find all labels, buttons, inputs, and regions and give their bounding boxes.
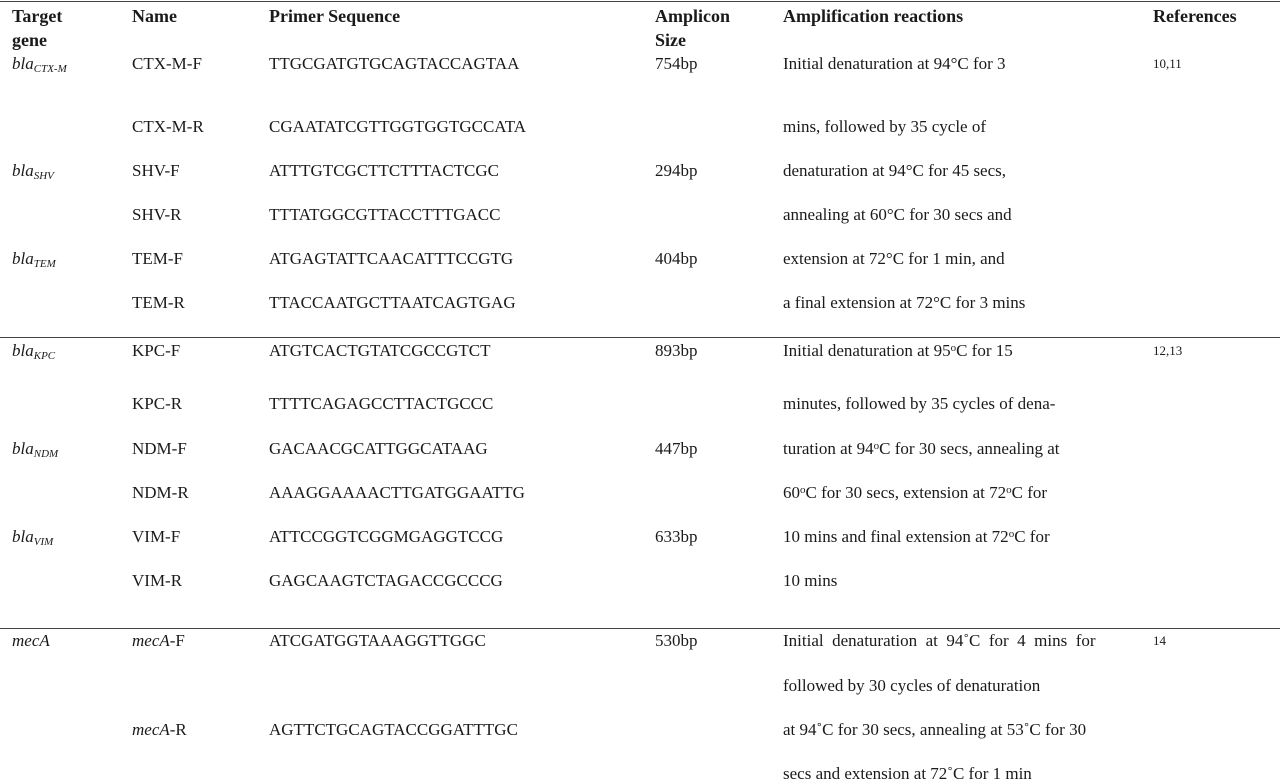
primer-name: NDM-F xyxy=(132,439,187,458)
reaction-line: 10 mins and final extension at 72$^o$C for xyxy=(783,527,1050,546)
gene-cell: bla$_{CTX-M}$ xyxy=(12,54,67,75)
primer-name: NDM-R xyxy=(132,483,189,502)
gene-cell: bla$_{VIM}$ xyxy=(12,527,54,548)
primer-sequence: TTTATGGCGTTACCTTTGACC xyxy=(269,205,501,224)
reaction-line: secs and extension at 72˚C for 1 min xyxy=(783,764,1032,783)
header-name: Name xyxy=(132,6,177,26)
reaction-line: 10 mins xyxy=(783,571,838,590)
gene-cell: bla$_{KPC}$ xyxy=(12,341,56,362)
primer-sequence: AAAGGAAAACTTGATGGAATTG xyxy=(269,483,525,502)
header-target xyxy=(12,6,62,26)
reaction-line: minutes, followed by 35 cycles of dena- xyxy=(783,394,1056,413)
reaction-line: extension at 72°C for 1 min, and xyxy=(783,249,1005,268)
reaction-line: Initial denaturation at 94°C for 3 xyxy=(783,54,1006,73)
gene-cell: bla$_{TEM}$ xyxy=(12,249,56,270)
amplicon-size: 447bp xyxy=(655,439,698,458)
header-target-line2: gene xyxy=(12,30,47,50)
reference-cell: 10,11 xyxy=(1153,56,1182,71)
primer-name: mecA-F xyxy=(132,631,185,650)
reference-cell: 14 xyxy=(1153,633,1166,648)
header-primer-sequence: Primer Sequence xyxy=(269,6,401,26)
reaction-line: turation at 94$^o$C for 30 secs, annealing at xyxy=(783,439,1060,458)
primer-sequence: ATTCCGGTCGGMGAGGTCCG xyxy=(269,527,504,546)
primer-sequence: AGTTCTGCAGTACCGGATTTGC xyxy=(269,720,518,739)
primer-name: CTX-M-F xyxy=(132,54,202,73)
primer-sequence: ATGAGTATTCAACATTTCCGTG xyxy=(269,249,514,268)
primer-sequence: ATGTCACTGTATCGCCGTCT xyxy=(269,341,491,360)
header-amplicon: Amplicon xyxy=(655,6,731,26)
reaction-line: annealing at 60°C for 30 secs and xyxy=(783,205,1012,224)
primer-name: KPC-R xyxy=(132,394,183,413)
reaction-line: at 94˚C for 30 secs, annealing at 53˚C for 30 xyxy=(783,720,1087,739)
primer-name: TEM-R xyxy=(132,293,185,312)
header-size: Size xyxy=(655,30,686,50)
table-top-rule xyxy=(0,1,1280,2)
amplicon-size: 633bp xyxy=(655,527,698,546)
primer-sequence: GAGCAAGTCTAGACCGCCCG xyxy=(269,571,503,590)
primer-sequence: TTGCGATGTGCAGTACCAGTAA xyxy=(269,54,520,73)
header-gene xyxy=(12,30,47,50)
primer-sequence: ATTTGTCGCTTCTTTACTCGC xyxy=(269,161,500,180)
primer-sequence: CGAATATCGTTGGTGGTGCCATA xyxy=(269,117,526,136)
header-references: References xyxy=(1153,6,1237,26)
amplicon-size: 404bp xyxy=(655,249,698,268)
reaction-line: denaturation at 94°C for 45 secs, xyxy=(783,161,1007,180)
amplicon-size: 754bp xyxy=(655,54,698,73)
group-divider xyxy=(0,628,1280,629)
primer-name: VIM-F xyxy=(132,527,181,546)
gene-cell: bla$_{NDM}$ xyxy=(12,439,59,460)
amplicon-size: 530bp xyxy=(655,631,698,650)
gene-cell: bla$_{SHV}$ xyxy=(12,161,54,182)
primer-sequence: TTACCAATGCTTAATCAGTGAG xyxy=(269,293,516,312)
reaction-line: mins, followed by 35 cycle of xyxy=(783,117,987,136)
reaction-line: followed by 30 cycles of denaturation xyxy=(783,676,1041,695)
gene-cell: mecA xyxy=(12,631,50,650)
reaction-line: Initial denaturation at 94˚C for 4 mins for xyxy=(783,631,1096,650)
reaction-line: 60$^o$C for 30 secs, extension at 72$^o$C for xyxy=(783,483,1048,502)
header-target-line1: Target xyxy=(12,6,63,26)
primer-name: mecA-R xyxy=(132,720,187,739)
primer-name: KPC-F xyxy=(132,341,181,360)
primer-sequence: GACAACGCATTGGCATAAG xyxy=(269,439,488,458)
reference-cell: 12,13 xyxy=(1153,343,1183,358)
primer-sequence: TTTTCAGAGCCTTACTGCCC xyxy=(269,394,494,413)
primer-name: SHV-R xyxy=(132,205,182,224)
reaction-line: a final extension at 72°C for 3 mins xyxy=(783,293,1026,312)
primer-name: CTX-M-R xyxy=(132,117,204,136)
amplicon-size: 294bp xyxy=(655,161,698,180)
amplicon-size: 893bp xyxy=(655,341,698,360)
reaction-line: Initial denaturation at 95$^o$C for 15 xyxy=(783,341,1013,360)
primer-sequence: ATCGATGGTAAAGGTTGGC xyxy=(269,631,486,650)
primer-name: TEM-F xyxy=(132,249,183,268)
primer-name: VIM-R xyxy=(132,571,183,590)
header-amplification-reactions: Amplification reactions xyxy=(783,6,964,26)
primer-name: SHV-F xyxy=(132,161,180,180)
group-divider xyxy=(0,337,1280,338)
